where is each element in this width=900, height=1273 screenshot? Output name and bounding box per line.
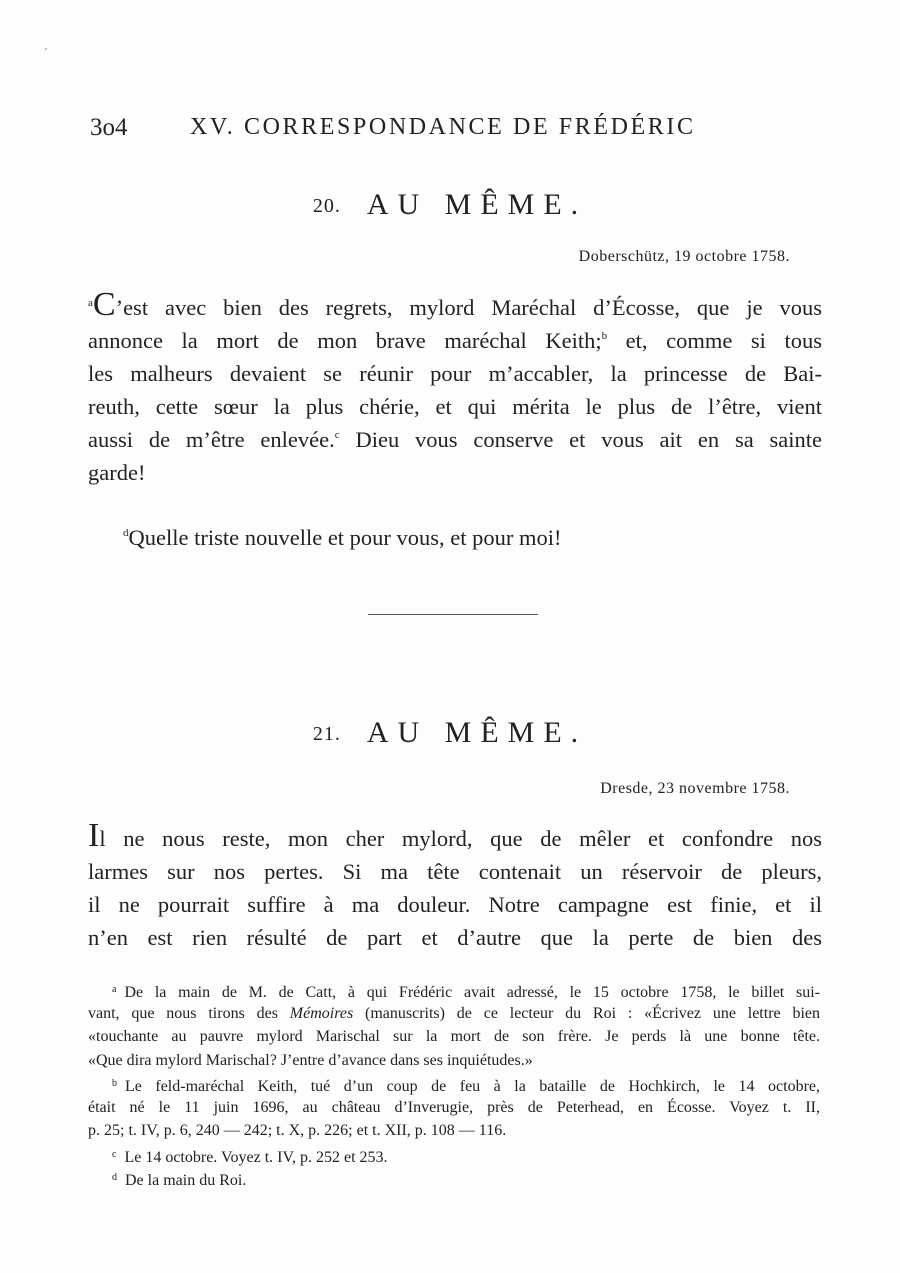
- initial-letter: C: [92, 286, 116, 323]
- footnote-line: vant, que nous tirons des Mémoires (manuscrits) de ce lecteur du Roi : «Écrivez une lettre bien: [88, 1004, 820, 1022]
- letter-title: AU MÊME.: [366, 188, 588, 221]
- body-line: $^a$C’est avec bien des regrets, mylord Maréchal d’Écosse, que je vous: [88, 286, 822, 323]
- footnote-mark: b: [112, 1078, 117, 1089]
- body-line: aussi de m’être enlevée.$^c$ Dieu vous conserve et vous ait en sa sainte: [88, 427, 822, 452]
- footnote-d: $^d$ De la main du Roi.: [112, 1172, 247, 1189]
- footnote-mark: d: [112, 1172, 117, 1183]
- body-line: Il ne nous reste, mon cher mylord, que de mêler et confondre nos: [88, 817, 822, 854]
- footnote-a: $^a$ De la main de M. de Catt, à qui Frédéric avait adressé, le 15 octobre 1758, le billet sui-: [112, 984, 820, 1001]
- dateline: Doberschütz, 19 octobre 1758.: [578, 248, 790, 265]
- body-line: n’en est rien résulté de part et d’autre que la perte de bien des: [88, 925, 822, 950]
- footnote-ref-c[interactable]: c: [334, 429, 340, 441]
- running-head: [88, 112, 828, 146]
- body-line: larmes sur nos pertes. Si ma tête contenait un réservoir de pleurs,: [88, 859, 822, 884]
- section-divider: [368, 614, 538, 615]
- initial-letter: I: [88, 817, 100, 854]
- scan-speck: [45, 48, 47, 50]
- footnote-line: était né le 11 juin 1696, au château d’Inverugie, près de Peterhead, en Écosse. Voyez t. II,: [88, 1098, 820, 1116]
- letter-number: 21.: [312, 723, 341, 745]
- body-line: les malheurs devaient se réunir pour m’accabler, la princesse de Bai-: [88, 361, 822, 386]
- italic-title: Mémoires: [289, 1004, 354, 1022]
- footnote-line: «touchante au pauvre mylord Marischal sur la mort de son frère. Je perds là une bonne tête.: [88, 1028, 820, 1045]
- footnote-mark: c: [112, 1148, 117, 1160]
- body-line: annonce la mort de mon brave maréchal Keith;$^b$ et, comme si tous: [88, 328, 822, 353]
- letter-title: AU MÊME.: [366, 716, 588, 749]
- letter-heading-20: [0, 188, 900, 222]
- page-number: 3o4: [90, 114, 128, 141]
- footnote-c: $^c$ Le 14 octobre. Voyez t. IV, p. 252 et 253.: [112, 1148, 388, 1166]
- body-line: reuth, cette sœur la plus chérie, et qui mérita le plus de l’être, vient: [88, 394, 822, 419]
- footnote-ref-d[interactable]: d: [123, 527, 129, 539]
- running-title: XV. CORRESPONDANCE DE FRÉDÉRIC: [190, 114, 696, 140]
- footnotes: [88, 978, 820, 1190]
- footnote-line: p. 25; t. IV, p. 6, 240 — 242; t. X, p. 226; et t. XII, p. 108 — 116.: [88, 1122, 507, 1139]
- dateline: Dresde, 23 novembre 1758.: [600, 780, 790, 797]
- footnote-ref-b[interactable]: b: [601, 330, 608, 342]
- letter-heading-21: [0, 716, 900, 750]
- footnote-line: «Que dira mylord Marischal? J’entre d’avance dans ses inquiétudes.»: [88, 1051, 533, 1069]
- footnote-b: $^b$ Le feld-maréchal Keith, tué d’un coup de feu à la bataille de Hochkirch, le 14 octobre,: [112, 1078, 820, 1095]
- postscript: $^d$Quelle triste nouvelle et pour vous, et pour moi!: [123, 525, 562, 550]
- footnote-mark: a: [112, 984, 117, 995]
- footnote-ref-a[interactable]: a: [88, 297, 93, 309]
- body-line: garde!: [88, 460, 146, 485]
- body-line: il ne pourrait suffire à ma douleur. Notre campagne est finie, et il: [88, 892, 822, 917]
- letter-number: 20.: [312, 195, 341, 217]
- letter-body-21: [88, 817, 822, 954]
- letter-body-20: [88, 286, 822, 489]
